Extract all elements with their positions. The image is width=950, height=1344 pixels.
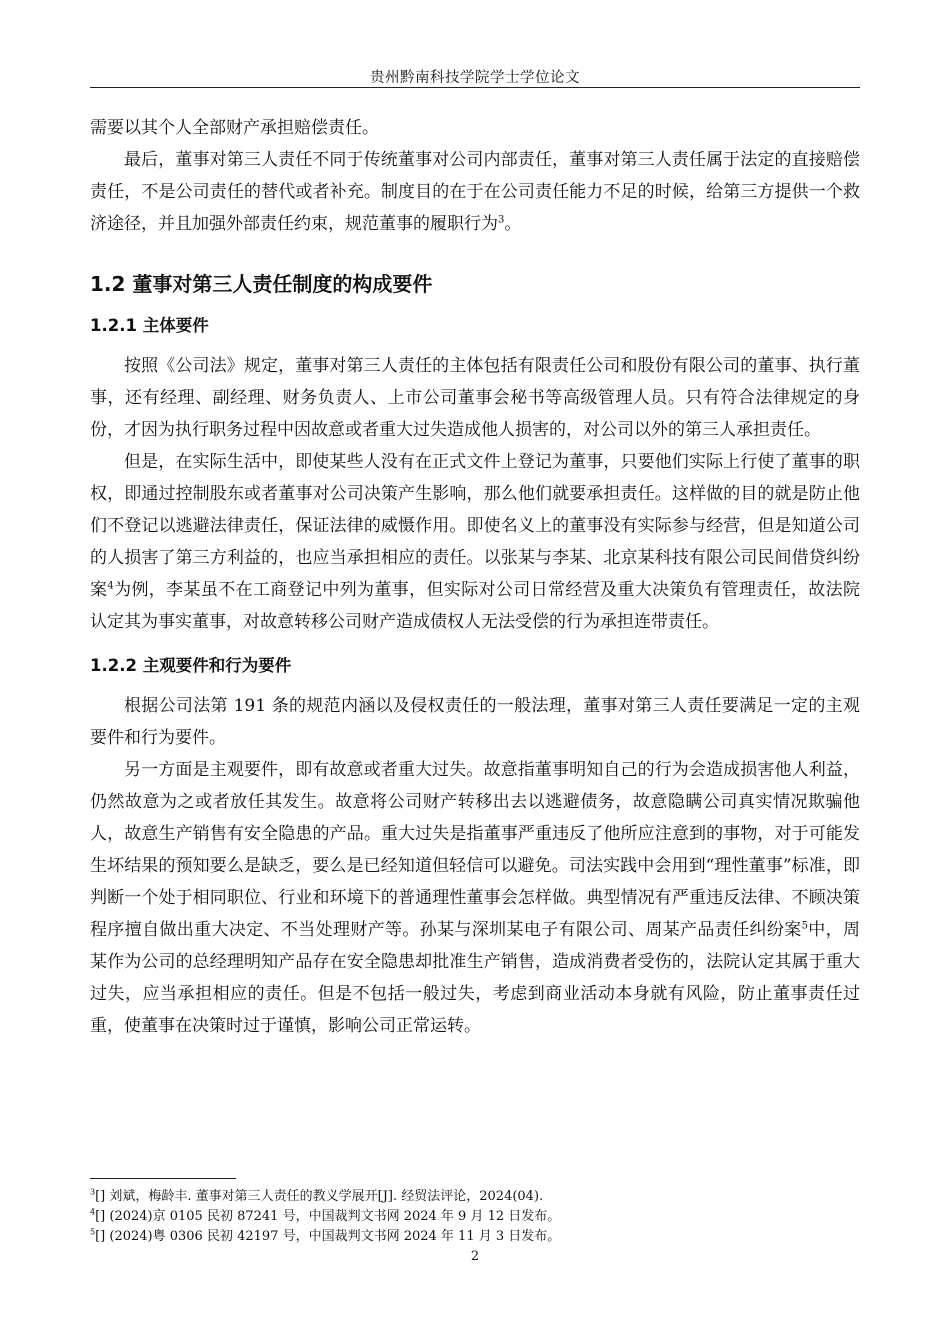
header-rule bbox=[90, 87, 860, 88]
subsection-heading-subjective: 1.2.2 主观要件和行为要件 bbox=[90, 656, 292, 675]
footnote-ref-4[interactable]: 4 bbox=[107, 580, 114, 592]
footnotes bbox=[90, 1187, 860, 1247]
paragraph-text-end: 。 bbox=[504, 214, 522, 234]
subsection-heading-subject: 1.2.1 主体要件 bbox=[90, 316, 209, 335]
paragraph-subject-2 bbox=[90, 446, 860, 638]
footnote-number: 4 bbox=[90, 1207, 96, 1217]
section-heading: 1.2 董事对第三人责任制度的构成要件 bbox=[90, 272, 433, 296]
paragraph-text: 但是，在实际生活中，即使某些人没有在正式文件上登记为董事，只要他们实际上行使了董事的职权，即通过控制股东或者董事对公司决策产生影响，那么他们就要承担责任。这样做的目的就是防止他们不登记以逃避法律责任，保证法律的威慑作用。即使名义上的董事没有实际参与经营，但是知道公司的人损害了第三方利益的，也应当承担相应的责任。以张某与李某、北京某科技有限公司民间借贷纠纷案 bbox=[90, 452, 860, 600]
paragraph-text: 最后，董事对第三人责任不同于传统董事对公司内部责任，董事对第三人责任属于法定的直接赔偿责任，不是公司责任的替代或者补充。制度目的在于在公司责任能力不足的时候，给第三方提供一个救济途径，并且加强外部责任约束，规范董事的履职行为 bbox=[90, 150, 860, 234]
footnote-item bbox=[90, 1227, 860, 1247]
footnote-text: [] (2024)京 0105 民初 87241 号，中国裁判文书网 2024 年 9 月 12 日发布。 bbox=[95, 1209, 561, 1224]
footnote-item bbox=[90, 1207, 860, 1227]
footnote-number: 3 bbox=[90, 1187, 96, 1197]
footnote-number: 5 bbox=[90, 1227, 96, 1237]
footnote-ref-3[interactable]: 3 bbox=[498, 214, 505, 226]
paragraph-conclusion bbox=[90, 144, 860, 240]
paragraph-subject-1: 按照《公司法》规定，董事对第三人责任的主体包括有限责任公司和股份有限公司的董事、执行董事，还有经理、副经理、财务负责人、上市公司董事会秘书等高级管理人员。只有符合法律规定的身份，才因为执行职务过程中因故意或者重大过失造成他人损害的，对公司以外的第三人承担责任。 bbox=[90, 356, 860, 440]
main-content bbox=[90, 112, 860, 1042]
paragraph-text-end: 为例，李某虽不在工商登记中列为董事，但实际对公司日常经营及重大决策负有管理责任，故法院认定其为事实董事，对故意转移公司财产造成债权人无法受偿的行为承担连带责任。 bbox=[90, 580, 861, 632]
footnote-separator bbox=[90, 1178, 236, 1179]
paragraph-text: 另一方面是主观要件，即有故意或者重大过失。故意指董事明知自己的行为会造成损害他人利益，仍然故意为之或者放任其发生。故意将公司财产转移出去以逃避债务，故意隐瞒公司真实情况欺骗他人，故意生产销售有安全隐患的产品。重大过失是指董事严重违反了他所应注意到的事物，对于可能发生坏结果的预知要么是缺乏，要么是已经知道但轻信可以避免。司法实践中会用到“理性董事”标准，即判断一个处于相同职位、行业和环境下的普通理性董事会怎样做。典型情况有严重违反法律、不顾决策程序擅自做出重大决定、不当处理财产等。孙某与深圳某电子有限公司、周某产品责任纠纷案 bbox=[90, 760, 860, 940]
page-number: 2 bbox=[470, 1249, 480, 1264]
paragraph-subjective-2 bbox=[90, 754, 860, 1042]
paragraph-subjective-1: 根据公司法第 191 条的规范内涵以及侵权责任的一般法理，董事对第三人责任要满足一定的主观要件和行为要件。 bbox=[90, 696, 860, 748]
footnote-text: [] (2024)粤 0306 民初 42197 号，中国裁判文书网 2024 年 11 月 3 日发布。 bbox=[95, 1229, 561, 1244]
running-header: 贵州黔南科技学院学士学位论文 bbox=[370, 70, 580, 86]
paragraph-continuation: 需要以其个人全部财产承担赔偿责任。 bbox=[90, 118, 379, 138]
footnote-item bbox=[90, 1187, 860, 1207]
footnote-text: [] 刘斌，梅龄丰. 董事对第三人责任的教义学展开[J]. 经贸法评论，2024(04). bbox=[95, 1189, 544, 1204]
footnote-ref-5[interactable]: 5 bbox=[801, 920, 808, 932]
paragraph-text-end: 中，周某作为公司的总经理明知产品存在安全隐患却批准生产销售，造成消费者受伤的，法院认定其属于重大过失，应当承担相应的责任。但是不包括一般过失，考虑到商业活动本身就有风险，防止董事责任过重，使董事在决策时过于谨慎，影响公司正常运转。 bbox=[90, 920, 861, 1036]
